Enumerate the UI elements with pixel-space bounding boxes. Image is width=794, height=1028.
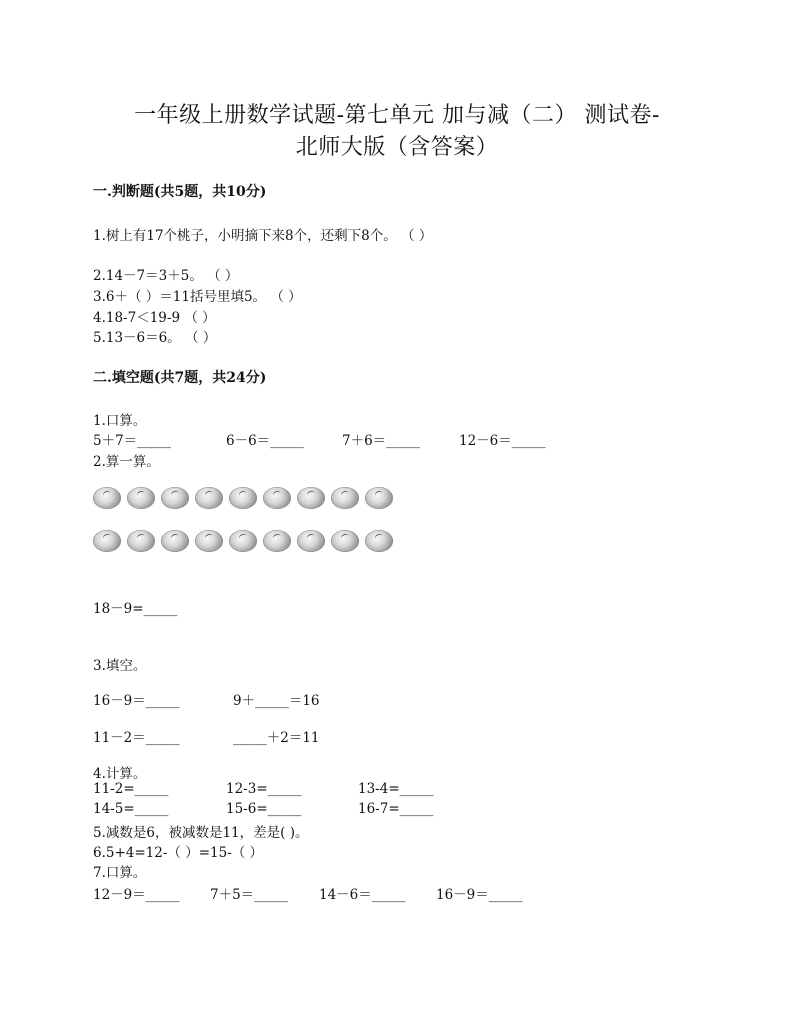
ball-icon: [161, 487, 189, 509]
s2-q1-item: 6－6＝_____: [226, 433, 304, 449]
section2-heading: 二.填空题(共7题，共24分): [93, 370, 267, 386]
ball-icon: [229, 530, 257, 552]
ball-icon: [127, 487, 155, 509]
s2-q4-item: 13-4=_____: [358, 781, 434, 797]
s1-q5: 5.13－6＝6。 （ ）: [93, 330, 217, 346]
s2-q2-label: 2.算一算。: [93, 454, 160, 470]
ball-icon: [365, 530, 393, 552]
s2-q3-item: 9＋_____＝16: [233, 693, 320, 709]
s2-q3-item: 16－9＝_____: [93, 693, 180, 709]
s2-q1-item: 12－6＝_____: [459, 433, 546, 449]
ball-icon: [127, 530, 155, 552]
s2-q4-item: 11-2=_____: [93, 781, 169, 797]
s2-q3-label: 3.填空。: [93, 658, 147, 674]
s2-q1-item: 7＋6＝_____: [342, 433, 420, 449]
s1-q1: 1.树上有17个桃子，小明摘下来8个，还剩下8个。 （ ）: [93, 228, 433, 244]
s1-q2: 2.14－7＝3＋5。 （ ）: [93, 268, 239, 284]
s2-q7-item: 16－9＝_____: [436, 887, 523, 903]
s2-q1-label: 1.口算。: [93, 413, 147, 429]
ball-icon: [365, 487, 393, 509]
s2-q5: 5.减数是6，被减数是11，差是( )。: [93, 825, 309, 841]
ball-icon: [297, 487, 325, 509]
s2-q7-item: 12－9＝_____: [93, 887, 180, 903]
ball-icon: [195, 530, 223, 552]
page-title-line1: 一年级上册数学试题-第七单元 加与减（二） 测试卷-: [134, 103, 660, 128]
ball-icon: [229, 487, 257, 509]
ball-icon: [161, 530, 189, 552]
s2-q1-item: 5＋7＝_____: [93, 433, 171, 449]
ball-icon: [331, 530, 359, 552]
s2-q2-expr: 18－9=_____: [93, 601, 178, 617]
page-title-line2: 北师大版（含答案）: [295, 135, 499, 160]
s1-q3: 3.6＋（ ）＝11括号里填5。 （ ）: [93, 289, 302, 305]
ball-icon: [263, 530, 291, 552]
s2-q4-item: 16-7=_____: [358, 801, 434, 817]
s2-q3-item: _____＋2＝11: [233, 730, 320, 746]
s2-q4-item: 15-6=_____: [226, 801, 302, 817]
s2-q7-item: 14－6＝_____: [319, 887, 406, 903]
s2-q6: 6.5+4=12-（ ）=15-（ ）: [93, 845, 264, 861]
s1-q4: 4.18-7＜19-9 （ ）: [93, 310, 216, 326]
s2-q4-label: 4.计算。: [93, 766, 147, 782]
ball-icon: [263, 487, 291, 509]
s2-q3-item: 11－2＝_____: [93, 730, 180, 746]
ball-icon: [297, 530, 325, 552]
ball-icon: [93, 530, 121, 552]
ball-icon: [195, 487, 223, 509]
s2-q4-item: 12-3=_____: [226, 781, 302, 797]
section1-heading: 一.判断题(共5题，共10分): [93, 184, 267, 200]
ball-icon: [331, 487, 359, 509]
s2-q7-item: 7＋5＝_____: [210, 887, 288, 903]
s2-q7-label: 7.口算。: [93, 865, 147, 881]
s2-q4-item: 14-5=_____: [93, 801, 169, 817]
ball-icon: [93, 487, 121, 509]
